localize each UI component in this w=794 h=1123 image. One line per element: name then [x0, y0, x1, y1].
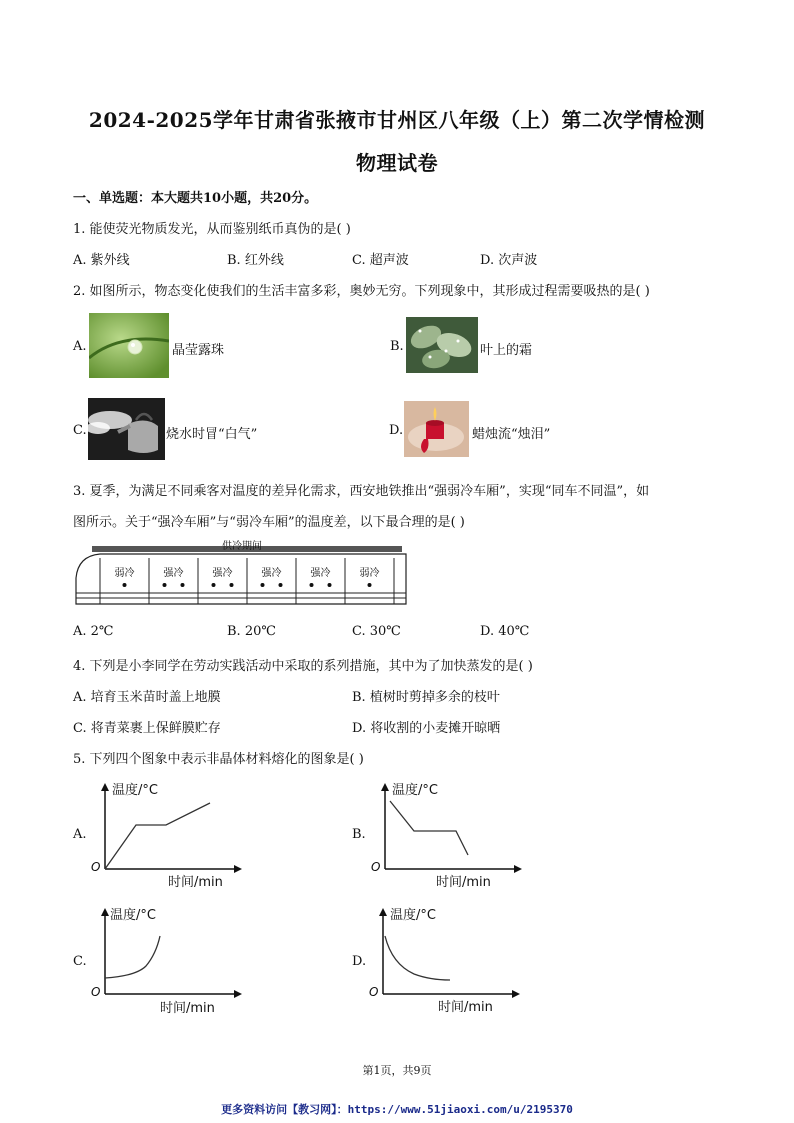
q3-option-a: A. 2℃ [73, 624, 114, 639]
graph-a-x-label: 时间/min [168, 875, 223, 890]
graph-c-origin: O [91, 985, 101, 999]
snowflake-dot-icon [328, 583, 332, 587]
snowflake-dot-icon [368, 583, 372, 587]
q3-stem-line1: 3. 夏季，为满足不同乘客对温度的差异化需求，西安地铁推出“强弱冷车厢”，实现“同车不同温”，如 [73, 484, 650, 499]
graph-d [366, 902, 526, 1017]
snowflake-dot-icon [230, 583, 234, 587]
graph-a [88, 777, 248, 892]
q4-option-b: B. 植树时剪掉多余的枝叶 [352, 690, 500, 705]
q2-stem: 2. 如图所示，物态变化使我们的生活丰富多彩，奥妙无穷。下列现象中，其形成过程需要吸热的是( ) [73, 284, 650, 299]
q2-option-a-label: A. [73, 339, 87, 354]
snowflake-dot-icon [212, 583, 216, 587]
frost-leaf-image [406, 317, 478, 373]
graph-b-x-label: 时间/min [436, 875, 491, 890]
exam-title: 2024-2025学年甘肃省张掖市甘州区八年级（上）第二次学情检测 [88, 108, 706, 132]
graph-c-curve [105, 936, 160, 978]
source-link[interactable]: 更多资料访问【教习网】：https://www.51jiaoxi.com/u/2195370 [221, 1103, 573, 1116]
car-label: 强冷 [310, 568, 331, 579]
q1-option-b: B. 红外线 [227, 253, 284, 268]
graph-d-y-label: 温度/°C [390, 908, 436, 923]
q2-option-b-label: B. [390, 339, 404, 354]
car-label: 强冷 [212, 568, 233, 579]
car-label: 强冷 [261, 568, 282, 579]
graph-b-origin: O [371, 860, 381, 874]
car-label: 弱冷 [114, 568, 135, 579]
graph-c [88, 902, 248, 1017]
car-label: 弱冷 [359, 568, 380, 579]
q2-option-a-text: 晶莹露珠 [172, 343, 225, 358]
q5-stem: 5. 下列四个图象中表示非晶体材料熔化的图象是( ) [73, 752, 364, 767]
q2-option-c-text: 烧水时冒“白气” [166, 427, 258, 442]
snowflake-dot-icon [310, 583, 314, 587]
q1-option-a: A. 紫外线 [73, 253, 130, 268]
graph-a-curve [105, 803, 210, 869]
q3-option-d: D. 40℃ [480, 624, 530, 639]
snowflake-dot-icon [181, 583, 185, 587]
graph-b [368, 777, 528, 892]
q1-option-c: C. 超声波 [352, 253, 409, 268]
cooling-period-label: 供冷期间 [222, 541, 262, 552]
q3-stem-line2: 图所示。关于“强冷车厢”与“弱冷车厢”的温度差，以下最合理的是( ) [73, 515, 465, 530]
q4-option-c: C. 将青菜裹上保鲜膜贮存 [73, 721, 221, 736]
q2-option-c-label: C. [73, 423, 87, 438]
q2-option-d-text: 蜡烛流“烛泪” [472, 427, 551, 442]
q4-stem: 4. 下列是小李同学在劳动实践活动中采取的系列措施，其中为了加快蒸发的是( ) [73, 659, 533, 674]
graph-d-origin: O [369, 985, 379, 999]
train-body [76, 554, 406, 604]
kettle-steam-image [88, 398, 165, 460]
graph-c-y-label: 温度/°C [110, 908, 156, 923]
q5-option-a-label: A. [73, 827, 87, 842]
q3-option-c: C. 30℃ [352, 624, 401, 639]
snowflake-dot-icon [261, 583, 265, 587]
exam-subtitle: 物理试卷 [356, 151, 438, 175]
q5-option-c-label: C. [73, 954, 87, 969]
graph-d-curve [385, 936, 450, 980]
graph-d-x-label: 时间/min [438, 1000, 493, 1015]
q3-option-b: B. 20℃ [227, 624, 276, 639]
snowflake-dot-icon [279, 583, 283, 587]
q1-stem: 1. 能使荧光物质发光，从而鉴别纸币真伪的是( ) [73, 222, 351, 237]
subway-train-diagram [72, 538, 410, 610]
graph-a-origin: O [91, 860, 101, 874]
q2-option-b-text: 叶上的霜 [480, 343, 533, 358]
q5-option-b-label: B. [352, 827, 366, 842]
graph-b-y-label: 温度/°C [392, 783, 438, 798]
q4-option-d: D. 将收割的小麦摊开晾晒 [352, 721, 501, 736]
q4-option-a: A. 培育玉米苗时盖上地膜 [73, 690, 221, 705]
graph-b-curve [390, 801, 468, 855]
car-label: 强冷 [163, 568, 184, 579]
dew-drop-image [89, 313, 169, 378]
q5-option-d-label: D. [352, 954, 367, 969]
q2-option-d-label: D. [389, 423, 404, 438]
q1-option-d: D. 次声波 [480, 253, 538, 268]
page-number: 第1页，共9页 [362, 1064, 432, 1077]
graph-a-y-label: 温度/°C [112, 783, 158, 798]
snowflake-dot-icon [123, 583, 127, 587]
candle-wax-image [404, 401, 469, 457]
section-heading: 一、单选题：本大题共10小题，共20分。 [73, 191, 318, 206]
graph-c-x-label: 时间/min [160, 1001, 215, 1016]
snowflake-dot-icon [163, 583, 167, 587]
